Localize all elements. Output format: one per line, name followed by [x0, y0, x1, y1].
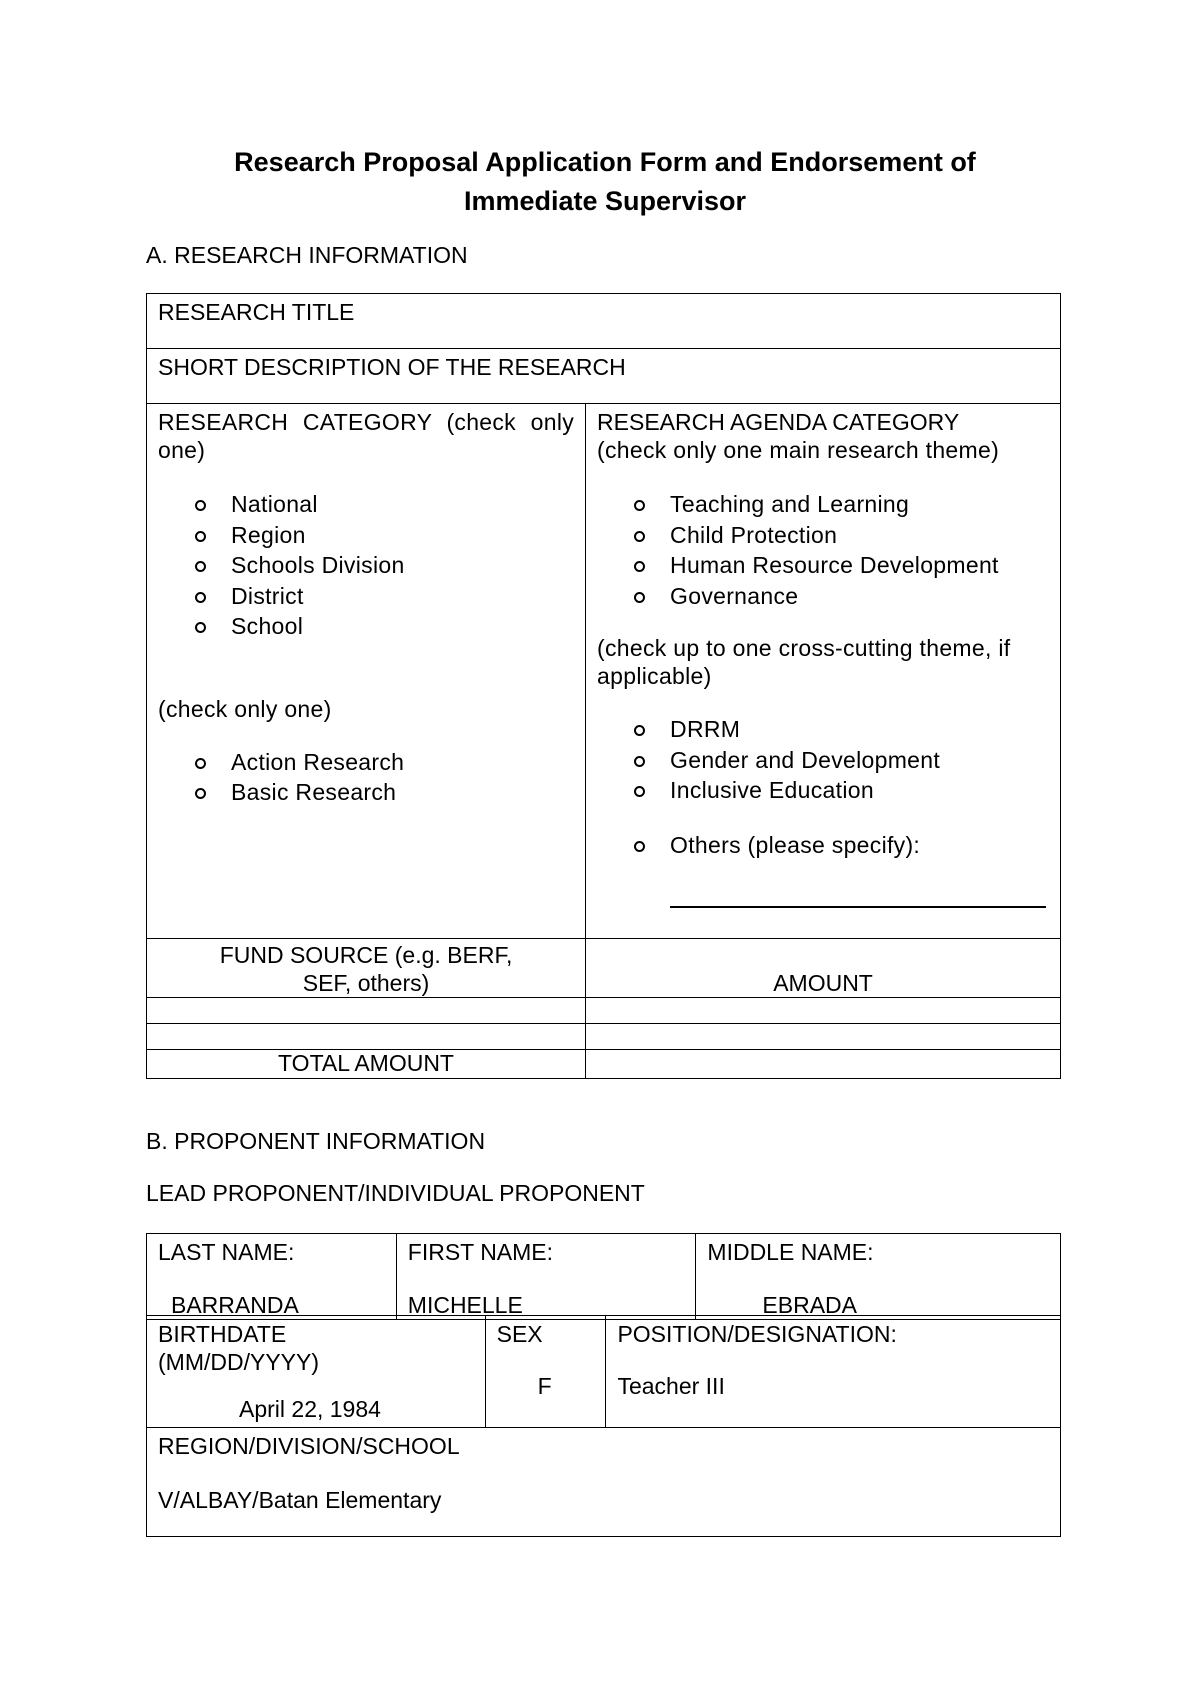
crosscut-option-inclusive-education[interactable]: Inclusive Education	[586, 775, 1060, 806]
last-name-label: LAST NAME:	[158, 1239, 295, 1265]
fund-source-header	[147, 939, 586, 998]
form-title-line1: Research Proposal Application Form and Endorsement of	[234, 147, 976, 177]
birthdate-label: BIRTHDATE (MM/DD/YYYY)	[158, 1321, 319, 1375]
theme-option-teaching-learning[interactable]: Teaching and Learning	[586, 489, 1060, 520]
sex-value: F	[537, 1373, 552, 1399]
section-b-heading: B. PROPONENT INFORMATION	[146, 1128, 486, 1154]
research-category-cell	[147, 404, 586, 939]
first-name-value: MICHELLE	[407, 1292, 523, 1318]
agenda-theme-options	[586, 489, 1060, 611]
amount-row-2[interactable]	[586, 1024, 1061, 1050]
last-name-cell[interactable]	[147, 1234, 397, 1320]
research-title-label: RESEARCH TITLE	[158, 299, 355, 325]
position-value: Teacher III	[617, 1373, 725, 1399]
birthdate-value: April 22, 1984	[239, 1396, 381, 1422]
form-title-line2: Immediate Supervisor	[463, 186, 747, 216]
others-specify-line[interactable]	[670, 888, 1046, 908]
birthdate-cell[interactable]	[147, 1316, 486, 1428]
type-option-action-research[interactable]: Action Research	[147, 747, 585, 778]
sex-cell[interactable]	[485, 1316, 606, 1428]
amount-header	[586, 939, 1061, 998]
proponent-details-table	[146, 1315, 1061, 1537]
short-description-cell[interactable]	[147, 349, 1061, 404]
category-option-school[interactable]: School	[147, 611, 585, 642]
sex-label: SEX	[496, 1321, 543, 1347]
crosscut-option-others[interactable]: Others (please specify):	[586, 830, 1060, 861]
section-a-heading: A. RESEARCH INFORMATION	[146, 242, 468, 268]
short-description-label: SHORT DESCRIPTION OF THE RESEARCH	[158, 354, 626, 380]
category-option-district[interactable]: District	[147, 581, 585, 612]
theme-option-governance[interactable]: Governance	[586, 581, 1060, 612]
others-option	[586, 830, 1060, 861]
research-agenda-label: RESEARCH AGENDA CATEGORY	[597, 409, 960, 435]
position-label: POSITION/DESIGNATION:	[617, 1321, 897, 1347]
total-amount-label: TOTAL AMOUNT	[147, 1050, 586, 1079]
amount-label: AMOUNT	[773, 970, 873, 996]
fund-source-label: FUND SOURCE (e.g. BERF, SEF, others)	[219, 942, 513, 996]
category-option-national[interactable]: National	[147, 489, 585, 520]
crosscut-option-drrm[interactable]: DRRM	[586, 714, 1060, 745]
crosscut-option-gad[interactable]: Gender and Development	[586, 745, 1060, 776]
crosscut-note: (check up to one cross-cutting theme, if applicable)	[597, 635, 1011, 689]
research-title-cell[interactable]	[147, 294, 1061, 349]
first-name-cell[interactable]	[396, 1234, 696, 1320]
region-cell[interactable]	[147, 1428, 1061, 1537]
middle-name-label: MIDDLE NAME:	[707, 1239, 874, 1265]
fund-source-row-1[interactable]	[147, 998, 586, 1024]
theme-option-hr-development[interactable]: Human Resource Development	[586, 550, 1060, 581]
research-type-options	[147, 747, 585, 808]
region-value: V/ALBAY/Batan Elementary	[158, 1487, 442, 1513]
proponent-name-table	[146, 1233, 1061, 1320]
middle-name-value: EBRADA	[762, 1292, 857, 1318]
research-category-label: RESEARCH CATEGORY (check only one)	[158, 409, 575, 463]
category-option-region[interactable]: Region	[147, 520, 585, 551]
research-category-options	[147, 489, 585, 642]
first-name-label: FIRST NAME:	[407, 1239, 554, 1265]
middle-name-cell[interactable]	[696, 1234, 1061, 1320]
theme-option-child-protection[interactable]: Child Protection	[586, 520, 1060, 551]
research-type-note: (check only one)	[158, 695, 332, 722]
amount-row-1[interactable]	[586, 998, 1061, 1024]
region-label: REGION/DIVISION/SCHOOL	[158, 1433, 460, 1459]
research-info-table	[146, 293, 1061, 1079]
last-name-value: BARRANDA	[171, 1292, 299, 1318]
category-option-schools-division[interactable]: Schools Division	[147, 550, 585, 581]
type-option-basic-research[interactable]: Basic Research	[147, 777, 585, 808]
research-agenda-note: (check only one main research theme)	[597, 437, 1000, 463]
position-cell[interactable]	[606, 1316, 1061, 1428]
fund-source-row-2[interactable]	[147, 1024, 586, 1050]
lead-proponent-heading: LEAD PROPONENT/INDIVIDUAL PROPONENT	[146, 1180, 645, 1206]
crosscut-options	[586, 714, 1060, 806]
total-amount-value[interactable]	[586, 1050, 1061, 1079]
research-agenda-cell	[586, 404, 1061, 939]
